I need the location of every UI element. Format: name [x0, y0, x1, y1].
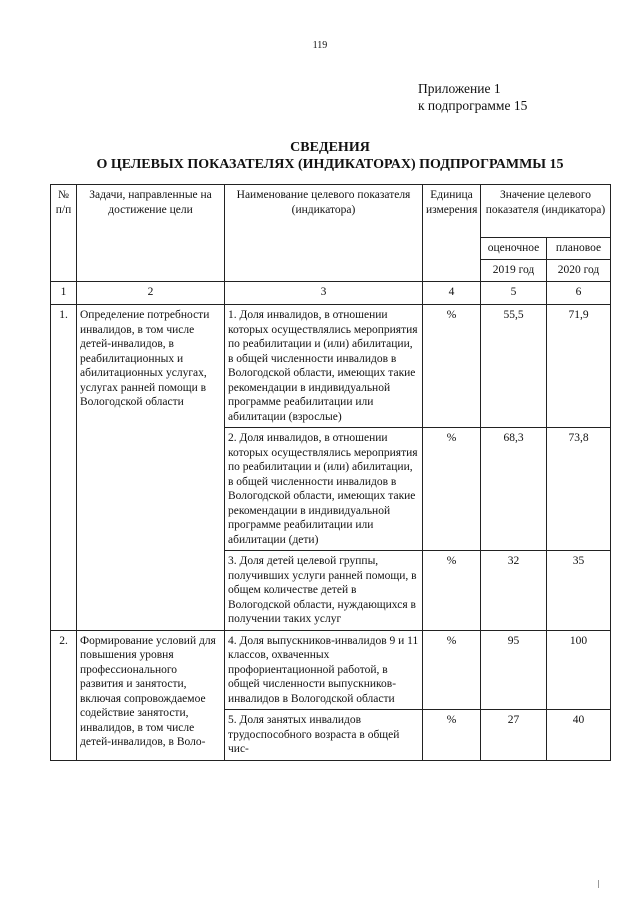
title-line-1: СВЕДЕНИЯ — [290, 140, 370, 155]
unit-cell: % — [423, 428, 481, 551]
value-2019-cell: 27 — [481, 710, 547, 761]
header-num: № п/п — [51, 185, 77, 282]
column-numbers-row — [51, 282, 611, 305]
value-2019-cell: 95 — [481, 630, 547, 710]
header-unit: Единица измерения — [423, 185, 481, 282]
header-row — [51, 185, 611, 238]
header-planned: плановое — [547, 238, 611, 260]
table-row — [51, 630, 611, 710]
row-number: 2. — [51, 630, 77, 760]
appendix-note — [418, 80, 527, 114]
indicator-cell: 2. Доля инвалидов, в отношении которых осуществлялись мероприятия по реабилитации и (или) абилитации, в общей численности инвалидов в Вологодской области, имеющих такие рекомендации в индивидуальной программе реабилитации или абилитации (дети) — [225, 428, 423, 551]
document-title — [0, 139, 640, 173]
indicator-cell: 4. Доля выпускников-инвалидов 9 и 11 классов, охваченных профориентационной работой, в общей численности выпускников-инвалидов в Вологодской области — [225, 630, 423, 710]
value-2019-cell: 55,5 — [481, 305, 547, 428]
header-year-2019: 2019 год — [481, 260, 547, 282]
indicator-cell: 5. Доля занятых инвалидов трудоспособного возраста в общей чис- — [225, 710, 423, 761]
header-estimated: оценочное — [481, 238, 547, 260]
appendix-line-1: Приложение 1 — [418, 81, 501, 96]
col-number: 2 — [77, 282, 225, 305]
unit-cell: % — [423, 305, 481, 428]
appendix-line-2: к подпрограмме 15 — [418, 98, 528, 113]
scan-mark — [598, 880, 599, 888]
task-cell: Определение потребности инвалидов, в том числе детей-инвалидов, в реабилитационных и абилитационных услугах, услугах ранней помощи в Вологодской области — [77, 305, 225, 631]
unit-cell: % — [423, 710, 481, 761]
value-2020-cell: 35 — [547, 551, 611, 631]
value-2020-cell: 73,8 — [547, 428, 611, 551]
header-year-2020: 2020 год — [547, 260, 611, 282]
table-row — [51, 305, 611, 428]
col-number: 5 — [481, 282, 547, 305]
col-number: 1 — [51, 282, 77, 305]
col-number: 3 — [225, 282, 423, 305]
header-indicator: Наименование целевого показателя (индикатора) — [225, 185, 423, 282]
value-2020-cell: 71,9 — [547, 305, 611, 428]
value-2020-cell: 40 — [547, 710, 611, 761]
indicator-cell: 1. Доля инвалидов, в отношении которых осуществлялись мероприятия по реабилитации и (или) абилитации, в общей численности инвалидов в Вологодской области, имеющих такие рекомендации в индивидуальной программе реабилитации или абилитации (взрослые) — [225, 305, 423, 428]
task-cell: Формирование условий для повышения уровня профессионального развития и занятости, включая сопровождаемое содействие занятости, инвалидов, в том числе детей-инвалидов, в Воло- — [77, 630, 225, 760]
col-number: 4 — [423, 282, 481, 305]
unit-cell: % — [423, 630, 481, 710]
value-2019-cell: 68,3 — [481, 428, 547, 551]
unit-cell: % — [423, 551, 481, 631]
header-value: Значение целевого показателя (индикатора) — [481, 185, 611, 238]
indicators-table — [50, 184, 611, 761]
indicator-cell: 3. Доля детей целевой группы, получивших услуги ранней помощи, в общем количестве детей в Вологодской области, нуждающихся в получении таких услуг — [225, 551, 423, 631]
value-2019-cell: 32 — [481, 551, 547, 631]
page-number: 119 — [312, 40, 328, 51]
col-number: 6 — [547, 282, 611, 305]
title-line-2: О ЦЕЛЕВЫХ ПОКАЗАТЕЛЯХ (ИНДИКАТОРАХ) ПОДПРОГРАММЫ 15 — [96, 157, 564, 172]
value-2020-cell: 100 — [547, 630, 611, 710]
row-number: 1. — [51, 305, 77, 631]
header-tasks: Задачи, направленные на достижение цели — [77, 185, 225, 282]
